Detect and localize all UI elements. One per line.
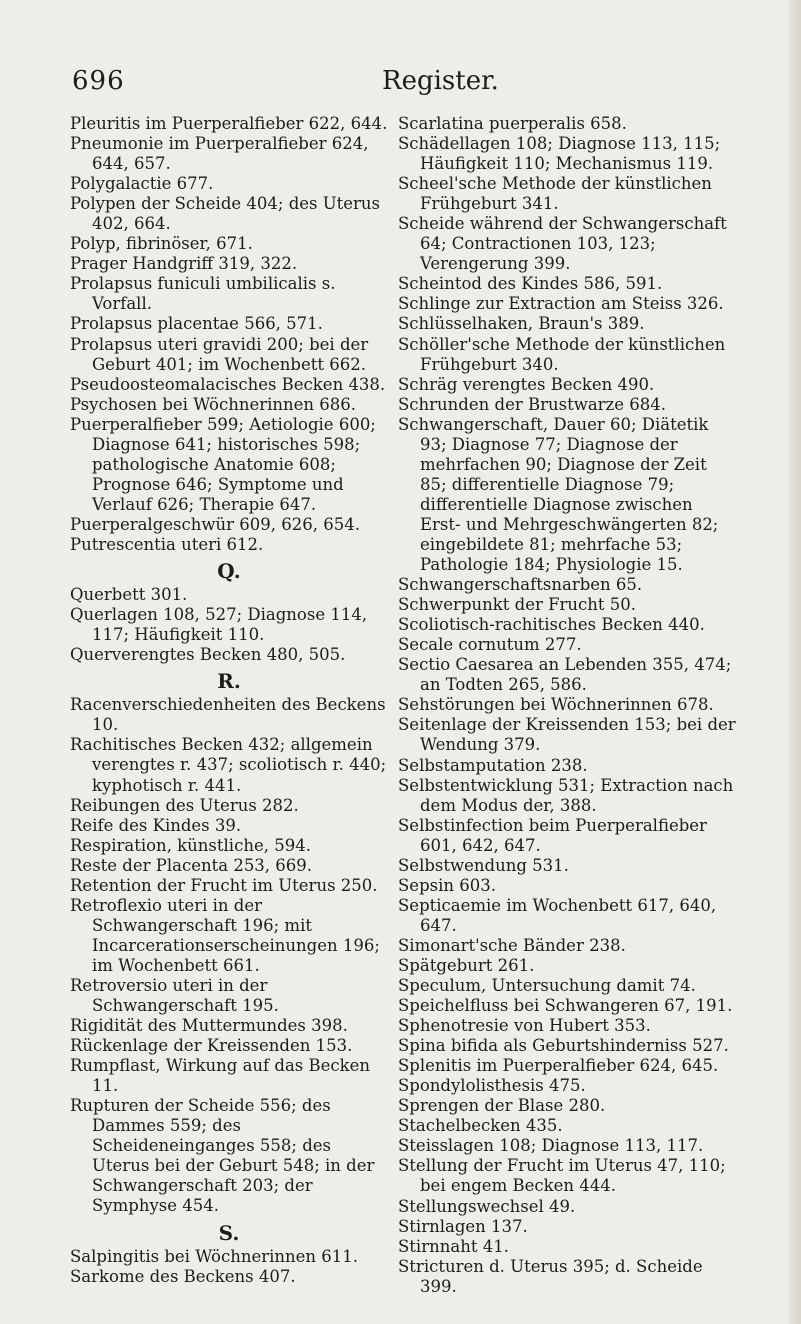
index-entry: Sphenotresie von Hubert 353. (398, 1016, 651, 1036)
index-entry: Retroversio uteri in der Schwangerschaft 195. (70, 975, 279, 1016)
index-entry: Schwerpunkt der Frucht 50. (398, 595, 637, 615)
index-entry: Prolapsus funiculi umbilicalis s. Vorfall. (70, 274, 336, 314)
section-letter: S. (218, 1220, 240, 1245)
index-entry: Pleuritis im Puerperalfieber 622, 644. (70, 114, 388, 133)
index-entry: Scarlatina puerperalis 658. (398, 114, 627, 133)
index-entry: Schädellagen 108; Diagnose 113, 115; Häufigkeit 110; Mechanismus 119. (398, 134, 721, 174)
index-entry: Retention der Frucht im Uterus 250. (70, 875, 378, 895)
index-entry: Schöller'sche Methode der künstlichen Frühgeburt 340. (398, 334, 726, 374)
index-entry: Schlüsselhaken, Braun's 389. (398, 314, 645, 334)
page-edge (789, 0, 801, 1324)
page-header (0, 66, 801, 106)
index-entry: Stirnlagen 137. (398, 1216, 528, 1236)
index-entry: Rachitisches Becken 432; allgemein verengtes r. 437; scoliotisch r. 440; kyphotisch r. 441. (70, 735, 387, 795)
index-entry: Respiration, künstliche, 594. (70, 835, 311, 855)
index-entry: Spina bifida als Geburtshinderniss 527. (398, 1036, 729, 1056)
index-entry: Polyp, fibrinöser, 671. (70, 234, 253, 254)
index-entry: Steisslagen 108; Diagnose 113, 117. (398, 1136, 704, 1156)
page-number: 696 (72, 66, 125, 96)
section-letter: R. (217, 669, 241, 694)
index-entry: Scheintod des Kindes 586, 591. (398, 274, 663, 294)
index-entry: Rupturen der Scheide 556; des Dammes 559; des Scheideneinganges 558; des Uterus bei der Geburt 548; in der Schwangerschaft 203; der Symphyse 454. (70, 1096, 375, 1216)
left-column (70, 114, 388, 1287)
index-entry: Spätgeburt 261. (398, 955, 535, 975)
index-entry: Reife des Kindes 39. (70, 815, 242, 835)
index-entry: Selbstwendung 531. (398, 855, 569, 875)
index-entry: Schwangerschaftsnarben 65. (398, 575, 643, 595)
index-entry: Stirnnaht 41. (398, 1236, 509, 1256)
index-entry: Putrescentia uteri 612. (70, 534, 264, 554)
index-entry: Reste der Placenta 253, 669. (70, 855, 313, 875)
index-entry: Spondylolisthesis 475. (398, 1076, 586, 1096)
index-entry: Rigidität des Muttermundes 398. (70, 1016, 348, 1036)
index-entry: Stachelbecken 435. (398, 1116, 563, 1136)
page-title: Register. (382, 66, 499, 96)
index-entry: Schlinge zur Extraction am Steiss 326. (398, 294, 724, 314)
index-entry: Selbstamputation 238. (398, 755, 588, 775)
index-entry: Scoliotisch-rachitisches Becken 440. (398, 615, 705, 635)
index-entry: Sprengen der Blase 280. (398, 1096, 606, 1116)
index-entry: Racenverschiedenheiten des Beckens 10. (70, 695, 386, 735)
index-entry: Sectio Caesarea an Lebenden 355, 474; an Todten 265, 586. (398, 655, 732, 695)
index-entry: Simonart'sche Bänder 238. (398, 935, 626, 955)
index-entry: Rückenlage der Kreissenden 153. (70, 1036, 353, 1056)
index-entry: Polypen der Scheide 404; des Uterus 402, 664. (70, 194, 381, 234)
index-entry: Salpingitis bei Wöchnerinnen 611. (70, 1246, 359, 1266)
index-entry: Puerperalfieber 599; Aetiologie 600; Diagnose 641; historisches 598; pathologische Anatomie 608; Prognose 646; Symptome und Verlauf 626; Therapie 647. (70, 414, 376, 514)
index-entry: Splenitis im Puerperalfieber 624, 645. (398, 1056, 719, 1076)
index-entry: Pseudoosteomalacisches Becken 438. (70, 374, 386, 394)
index-entry: Speculum, Untersuchung damit 74. (398, 976, 696, 996)
index-entry: Scheel'sche Methode der künstlichen Frühgeburt 341. (398, 174, 712, 214)
index-entry: Speichelfluss bei Schwangeren 67, 191. (398, 996, 733, 1016)
index-entry: Sehstörungen bei Wöchnerinnen 678. (398, 695, 714, 715)
index-entry: Septicaemie im Wochenbett 617, 640, 647. (398, 895, 717, 935)
index-entry: Querlagen 108, 527; Diagnose 114, 117; Häufigkeit 110. (70, 605, 368, 645)
index-entry: Reibungen des Uterus 282. (70, 795, 299, 815)
index-entry: Schrunden der Brustwarze 684. (398, 394, 666, 414)
index-entry: Stellung der Frucht im Uterus 47, 110; bei engem Becken 444. (398, 1156, 726, 1196)
index-entry: Polygalactie 677. (70, 174, 214, 194)
index-entry: Selbstinfection beim Puerperalfieber 601, 642, 647. (398, 815, 707, 855)
right-column (398, 114, 738, 1297)
index-entry: Scheide während der Schwangerschaft 64; Contractionen 103, 123; Verengerung 399. (398, 214, 727, 274)
index-entry: Rumpflast, Wirkung auf das Becken 11. (70, 1056, 371, 1096)
index-entry: Prolapsus placentae 566, 571. (70, 314, 323, 334)
index-entry: Sarkome des Beckens 407. (70, 1266, 296, 1286)
index-entry: Puerperalgeschwür 609, 626, 654. (70, 514, 360, 534)
index-entry: Querbett 301. (70, 585, 188, 605)
index-entry: Schräg verengtes Becken 490. (398, 374, 655, 394)
index-entry: Selbstentwicklung 531; Extraction nach dem Modus der, 388. (398, 775, 734, 815)
index-entry: Stricturen d. Uterus 395; d. Scheide 399. (398, 1256, 703, 1296)
index-entry: Seitenlage der Kreissenden 153; bei der Wendung 379. (398, 715, 736, 755)
index-entry: Secale cornutum 277. (398, 635, 582, 655)
index-entry: Querverengtes Becken 480, 505. (70, 645, 346, 665)
index-entry: Pneumonie im Puerperalfieber 624, 644, 657. (70, 134, 369, 174)
index-entry: Sepsin 603. (398, 875, 496, 895)
index-entry: Stellungswechsel 49. (398, 1196, 576, 1216)
index-entry: Prolapsus uteri gravidi 200; bei der Geburt 401; im Wochenbett 662. (70, 334, 369, 374)
section-letter: Q. (217, 559, 241, 584)
index-entry: Schwangerschaft, Dauer 60; Diätetik 93; Diagnose 77; Diagnose der mehrfachen 90; Diagnose der Zeit 85; differentielle Diagnose 79; differentielle Diagnose zwischen Erst- und Mehrgeschwängerten 82; eingebildete 81; mehrfache 53; Pathologie 184; Physiologie 15. (398, 414, 719, 575)
index-entry: Psychosen bei Wöchnerinnen 686. (70, 394, 357, 414)
index-entry: Prager Handgriff 319, 322. (70, 254, 298, 274)
index-entry: Retroflexio uteri in der Schwangerschaft 196; mit Incarcerationserscheinungen 196; im Wochenbett 661. (70, 895, 380, 975)
